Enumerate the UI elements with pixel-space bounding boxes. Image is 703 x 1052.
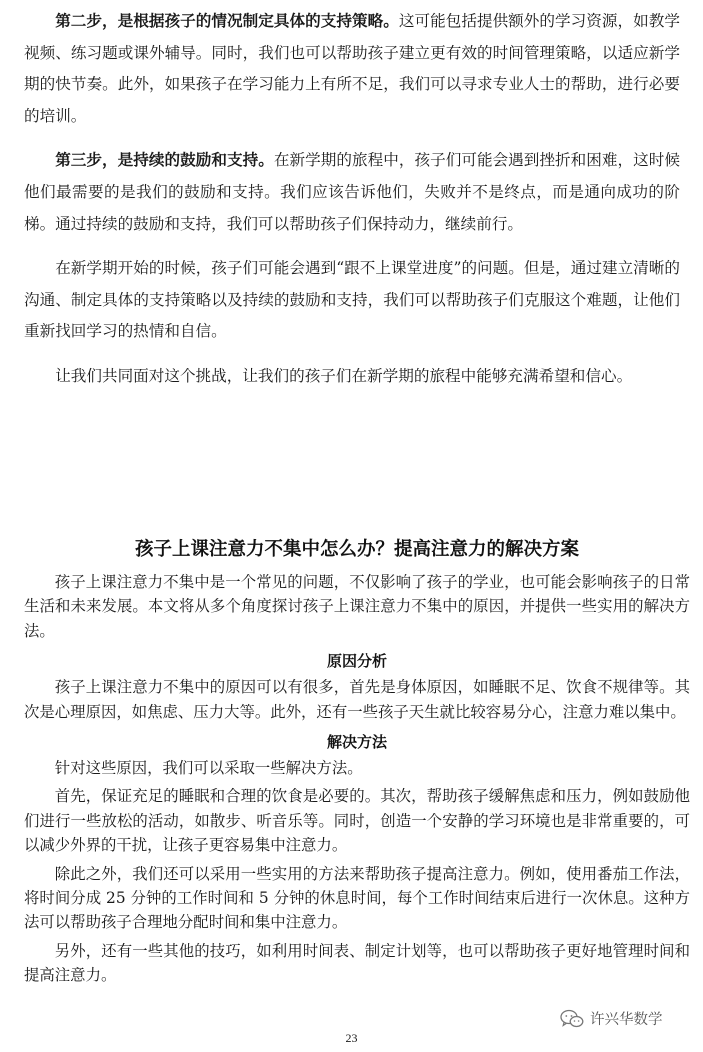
paragraph-summary: 在新学期开始的时候，孩子们可能会遇到“跟不上课堂进度”的问题。但是，通过建立清晰的沟通、制定具体的支持策略以及持续的鼓励和支持，我们可以帮助孩子们克服这个难题，让他们重新找回学习的热情和自信。 bbox=[24, 259, 680, 341]
solutions-paragraph-3: 除此之外，我们还可以采用一些实用的方法来帮助孩子提高注意力。例如，使用番茄工作法，将时间分成 25 分钟的工作时间和 5 分钟的休息时间，每个工作时间结束后进行一次休息。这种方法可以帮助孩子合理地分配时间和集中注意力。 bbox=[24, 864, 690, 932]
article-continuation bbox=[24, 6, 680, 406]
solutions-paragraph-4: 另外，还有一些其他的技巧，如利用时间表、制定计划等，也可以帮助孩子更好地管理时间和提高注意力。 bbox=[24, 941, 690, 985]
solutions-paragraph-1: 针对这些原因，我们可以采取一些解决方法。 bbox=[54, 759, 363, 778]
page-number: 23 bbox=[345, 1031, 358, 1045]
wechat-icon bbox=[560, 1009, 584, 1029]
article-title: 孩子上课注意力不集中怎么办？提高注意力的解决方案 bbox=[134, 539, 579, 560]
causes-paragraph: 孩子上课注意力不集中的原因可以有很多，首先是身体原因，如睡眠不足、饮食不规律等。其次是心理原因，如焦虑、压力大等。此外，还有一些孩子天生就比较容易分心，注意力难以集中。 bbox=[24, 678, 690, 721]
step-two-text: 这可能包括提供额外的学习资源，如教学视频、练习题或课外辅导。同时，我们也可以帮助孩子建立更有效的时间管理策略，以适应新学期的快节奏。此外，如果孩子在学习能力上有所不足，我们可以寻求专业人士的帮助，进行必要的培训。 bbox=[24, 12, 680, 125]
heading-causes: 原因分析 bbox=[326, 652, 387, 671]
watermark bbox=[560, 1008, 663, 1029]
paragraph-step-three bbox=[24, 145, 680, 240]
step-two-heading: 第二步，是根据孩子的情况制定具体的支持策略。 bbox=[55, 12, 399, 30]
heading-solutions: 解决方法 bbox=[326, 733, 387, 752]
paragraph-step-two bbox=[24, 6, 680, 132]
step-three-heading: 第三步，是持续的鼓励和支持。 bbox=[55, 151, 274, 170]
paragraph-closing: 让我们共同面对这个挑战，让我们的孩子们在新学期的旅程中能够充满希望和信心。 bbox=[55, 366, 633, 385]
attention-article bbox=[24, 536, 690, 992]
solutions-paragraph-2: 首先，保证充足的睡眠和合理的饮食是必要的。其次，帮助孩子缓解焦虑和压力，例如鼓励他们进行一些放松的活动，如散步、听音乐等。同时，创造一个安静的学习环境也是非常重要的，可以减少外界的干扰，让孩子更容易集中注意力。 bbox=[24, 787, 690, 855]
step-three-text: 在新学期的旅程中，孩子们可能会遇到挫折和困难，这时候他们最需要的是我们的鼓励和支持。我们应该告诉他们，失败并不是终点，而是通向成功的阶梯。通过持续的鼓励和支持，我们可以帮助孩子们保持动力，继续前行。 bbox=[24, 151, 680, 233]
article-intro: 孩子上课注意力不集中是一个常见的问题，不仅影响了孩子的学业，也可能会影响孩子的日常生活和未来发展。本文将从多个角度探讨孩子上课注意力不集中的原因，并提供一些实用的解决方法。 bbox=[24, 573, 690, 640]
watermark-text: 许兴华数学 bbox=[590, 1012, 663, 1028]
